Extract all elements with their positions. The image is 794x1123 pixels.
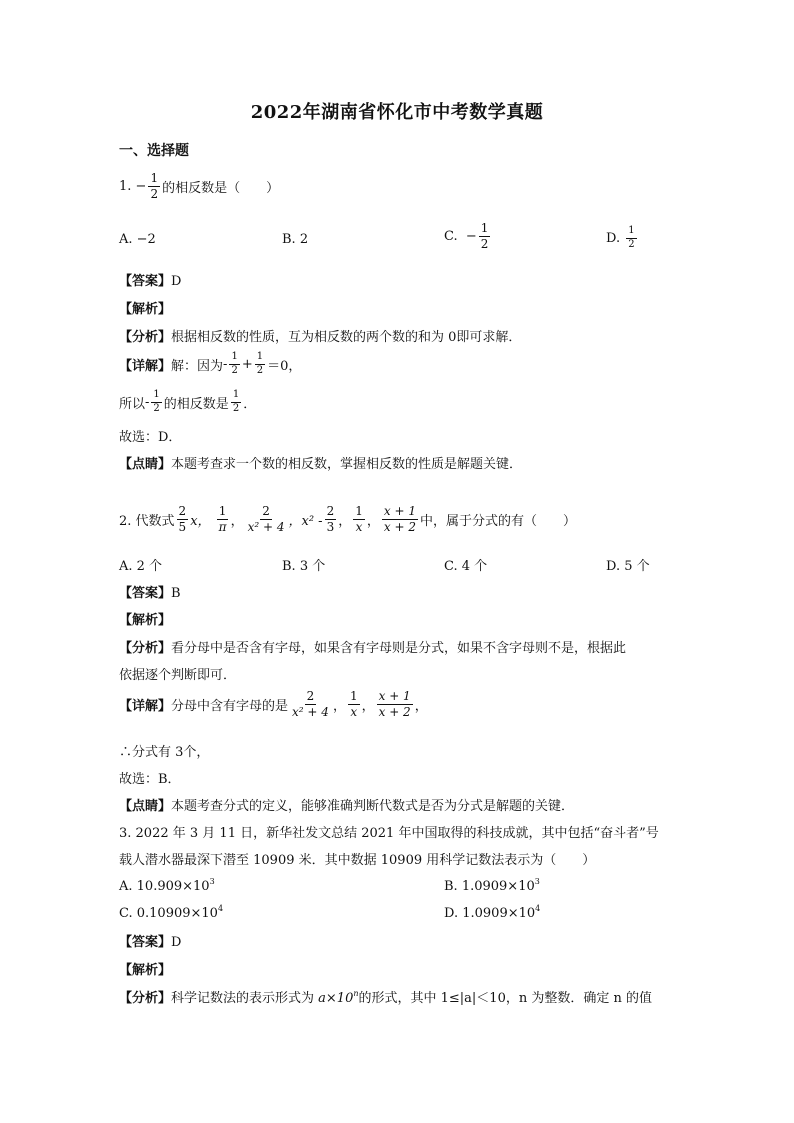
q1-stem <box>119 172 279 200</box>
q1-so-mid: 的相反数是 <box>163 396 229 412</box>
q1-option-d-fraction <box>626 226 636 250</box>
q2-expr2-den: π <box>218 519 227 534</box>
q3-option-b-text: B. 1.0909×10 <box>444 879 535 894</box>
q2-option-a: A. 2 个 <box>119 559 163 574</box>
q2-expr1-den: 5 <box>178 519 187 534</box>
q1-option-a: A. −2 <box>119 232 156 247</box>
dianjing-label: 【点睛】 <box>119 799 172 814</box>
q2-detail-frac1 <box>290 690 331 718</box>
q2-expr5-num: 1 <box>355 504 363 518</box>
q2-option-b: B. 3 个 <box>282 559 326 574</box>
q2-number: 2. 代数式 <box>119 513 175 529</box>
q2-expr6-den: x + 2 <box>383 519 416 534</box>
q1-detail-frac2-num: 1 <box>255 352 265 365</box>
q1-detail-frac2 <box>255 352 265 376</box>
q2-comma-2: ， <box>338 513 352 529</box>
q3-option-a-text: A. 10.909×10 <box>119 879 210 894</box>
q1-fenxi <box>119 326 521 345</box>
answer-label: 【答案】 <box>119 586 172 601</box>
q3-stem-line1: 3. 2022 年 3 月 11 日，新华社发文总结 2021 年中国取得的科技成就，其中包括“奋斗者”号 <box>119 826 659 841</box>
q2-expr2-num: 1 <box>218 504 227 518</box>
q1-number: 1. <box>119 178 132 194</box>
q1-neg-sign: − <box>135 178 147 194</box>
q2-comma-3: ， <box>366 513 380 529</box>
q1-detail-plus: + <box>241 356 253 372</box>
q3-answer-value: D <box>171 935 182 950</box>
q2-expr1-x: x， <box>190 513 211 529</box>
q1-detail-minus: - <box>223 356 228 372</box>
q1-detail-eq: ＝0， <box>267 358 302 374</box>
q2-expr4-num: 2 <box>326 504 335 518</box>
q2-expr3-num: 2 <box>262 504 270 518</box>
q1-detail-frac1-num: 1 <box>229 352 239 365</box>
q3-fenxi-c: 的形式，其中 1≤|a|＜10，n 为整数．确定 n 的值 <box>358 991 652 1006</box>
q3-option-c-text: C. 0.10909×10 <box>119 906 218 921</box>
q2-expr6 <box>382 505 418 533</box>
q3-option-b <box>444 877 540 894</box>
q1-fenxi-text: 根据相反数的性质，互为相反数的两个数的和为 0即可求解． <box>171 330 522 345</box>
q2-detail-comma-1: ， <box>332 698 346 714</box>
detail-label: 【详解】 <box>119 698 172 714</box>
q1-so <box>119 390 256 414</box>
q1-so-frac1-den: 2 <box>153 402 160 414</box>
q2-detail-frac1-num: 2 <box>306 689 315 703</box>
q1-so-frac1 <box>151 390 161 414</box>
q3-fenxi <box>119 987 652 1006</box>
q1-option-c-den: 2 <box>480 236 489 251</box>
q1-analysis-label: 【解析】 <box>119 302 172 317</box>
q2-detail-frac3-num: x + 1 <box>378 689 411 703</box>
q3-answer <box>119 931 181 950</box>
q1-option-b: B. 2 <box>282 232 309 247</box>
q3-option-c <box>119 904 223 921</box>
q1-option-c-sign: − <box>465 228 477 244</box>
q1-frac-numerator: 1 <box>150 171 159 185</box>
q1-so-frac1-num: 1 <box>151 390 161 403</box>
q1-dianjing-text: 本题考查求一个数的相反数，掌握相反数的性质是解题关键． <box>171 457 523 472</box>
q2-fenxi-text-1: 看分母中是否含有字母，如果含有字母则是分式，如果不含字母则不是，根据此 <box>171 641 627 656</box>
q1-guxuan: 故选：D． <box>119 430 182 445</box>
q2-fenxi-line2: 依据逐个判断即可． <box>119 668 237 683</box>
q2-expr6-num: x + 1 <box>383 504 416 518</box>
detail-label: 【详解】 <box>119 358 172 374</box>
q2-dianjing <box>119 795 574 814</box>
q2-detail-frac3-den: x + 2 <box>378 704 411 719</box>
q2-detail-frac2-num: 1 <box>349 689 358 703</box>
q1-option-c-label: C. <box>444 228 458 244</box>
q1-so-end: ． <box>243 396 257 412</box>
q1-option-d-num: 1 <box>626 226 636 239</box>
q3-option-d-text: D. 1.0909×10 <box>444 906 536 921</box>
q2-stem-end: 中，属于分式的有（ ） <box>419 513 576 529</box>
q1-detail-frac2-den: 2 <box>256 364 264 376</box>
q2-detail-frac3 <box>377 690 413 718</box>
q2-expr1 <box>177 505 189 533</box>
q1-so-frac2-den: 2 <box>232 402 240 414</box>
fenxi-label: 【分析】 <box>119 991 172 1006</box>
q2-expr3-den: x² + 4 <box>247 519 285 534</box>
q3-option-d-exp: 4 <box>535 904 541 913</box>
page-title: 2022年湖南省怀化市中考数学真题 <box>250 102 544 123</box>
q2-detail-frac2 <box>348 690 360 718</box>
q2-expr5 <box>353 505 365 533</box>
q2-detail <box>119 690 428 718</box>
q2-analysis-label: 【解析】 <box>119 613 172 628</box>
q1-answer <box>119 270 181 289</box>
fenxi-label: 【分析】 <box>119 641 172 656</box>
q2-expr4-den: 3 <box>326 519 335 534</box>
q1-option-d-label: D. <box>606 230 621 246</box>
q1-option-c-num: 1 <box>480 221 489 235</box>
q2-expr5-den: x <box>355 519 363 534</box>
q1-so-frac2-num: 1 <box>231 390 241 403</box>
q3-stem-line2: 载人潜水器最深下潜至 10909 米．其中数据 10909 用科学记数法表示为（ ） <box>119 853 596 868</box>
q1-frac-denominator: 2 <box>150 186 159 201</box>
q2-detail-prefix: 分母中含有字母的是 <box>171 698 289 714</box>
q2-expr4 <box>325 505 337 533</box>
q2-detail-end: ， <box>414 698 428 714</box>
q1-so-frac2 <box>231 390 241 414</box>
q3-analysis-label: 【解析】 <box>119 963 172 978</box>
q1-option-d-den: 2 <box>628 238 635 250</box>
q1-detail-prefix: 解：因为 <box>171 358 224 374</box>
q2-option-d: D. 5 个 <box>606 559 650 574</box>
q2-option-c: C. 4 个 <box>444 559 488 574</box>
q2-answer <box>119 582 181 601</box>
q3-fenxi-b: a×10 <box>318 991 354 1006</box>
q1-option-c-fraction <box>479 222 491 250</box>
q3-fenxi-a: 科学记数法的表示形式为 <box>171 991 319 1006</box>
fenxi-label: 【分析】 <box>119 330 172 345</box>
q3-option-a <box>119 877 215 894</box>
answer-label: 【答案】 <box>119 274 172 289</box>
q2-detail-frac2-den: x <box>350 704 358 719</box>
q1-option-c <box>444 222 492 250</box>
q1-dianjing <box>119 453 522 472</box>
q1-stem-text: 的相反数是（ ） <box>162 180 280 196</box>
answer-label: 【答案】 <box>119 935 172 950</box>
q2-guxuan: 故选：B． <box>119 772 181 787</box>
q1-answer-value: D <box>171 274 182 289</box>
q2-dianjing-text: 本题考查分式的定义，能够准确判断代数式是否为分式是解题的关键． <box>171 799 575 814</box>
q3-option-a-exp: 3 <box>209 877 215 886</box>
q1-detail <box>119 352 301 376</box>
q2-detail-frac1-den: x² + 4 <box>292 704 329 719</box>
q1-fraction <box>148 172 160 200</box>
q2-therefore: ∴分式有 3个， <box>119 745 210 760</box>
q1-so-prefix: 所以 <box>119 396 146 412</box>
q1-detail-frac1 <box>229 352 239 376</box>
q1-detail-frac1-den: 2 <box>231 364 238 376</box>
dianjing-label: 【点睛】 <box>119 457 172 472</box>
q1-so-minus: - <box>145 394 150 410</box>
q2-comma-1: ， <box>230 513 244 529</box>
q1-option-d <box>606 226 639 250</box>
section-heading: 一、选择题 <box>119 143 189 159</box>
q2-detail-comma-2: ， <box>361 698 375 714</box>
q2-expr2 <box>217 505 229 533</box>
q3-fenxi-exp: n <box>353 989 359 998</box>
q2-expr1-num: 2 <box>178 504 187 518</box>
q2-expr3 <box>246 505 287 533</box>
q2-expr4-head: ，x² - <box>288 513 323 529</box>
q3-option-b-exp: 3 <box>534 877 540 886</box>
q2-fenxi-line1 <box>119 637 626 656</box>
q2-answer-value: B <box>171 586 181 601</box>
q3-option-c-exp: 4 <box>217 904 224 913</box>
q2-stem <box>119 505 576 533</box>
q3-option-d <box>444 904 540 921</box>
